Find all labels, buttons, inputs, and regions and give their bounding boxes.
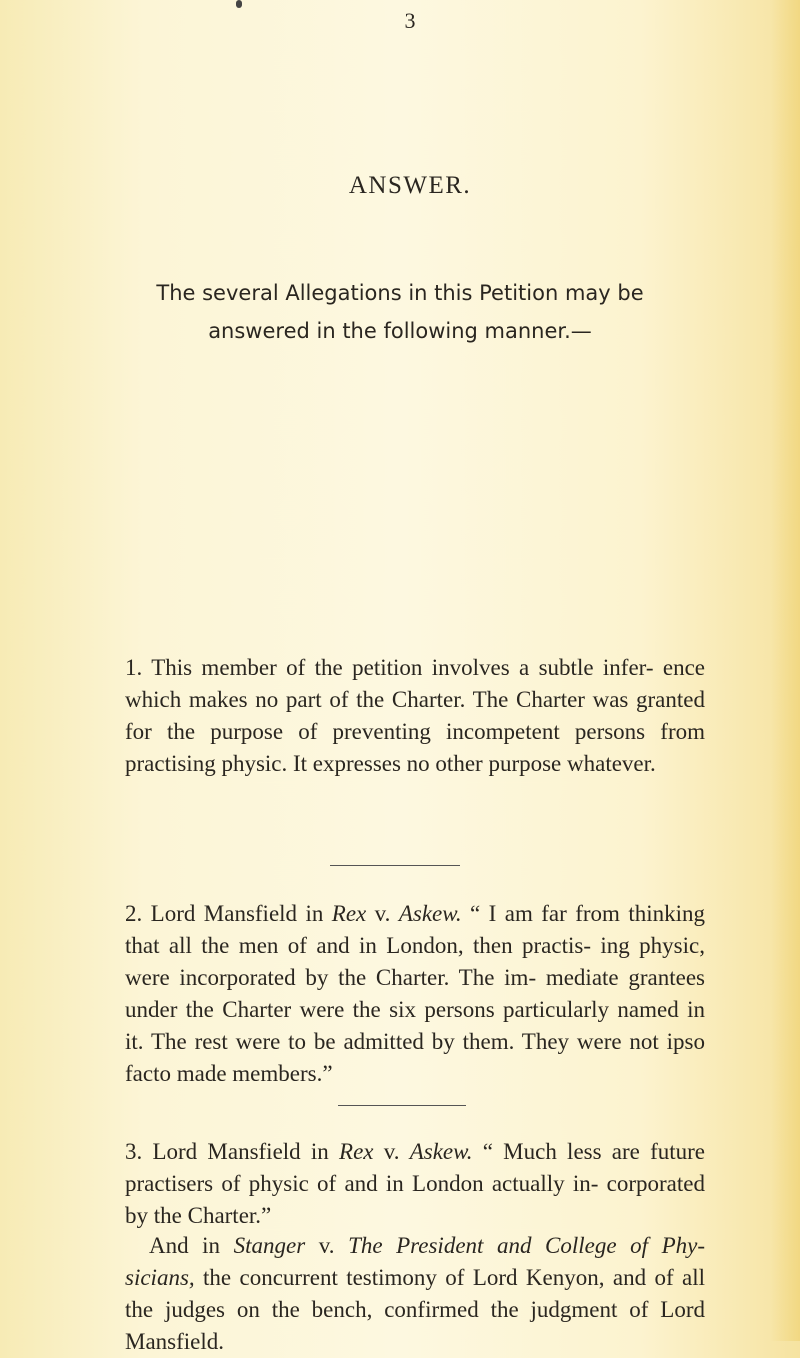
paragraph-3-lead: 3. Lord Mansfield in	[125, 1139, 340, 1164]
versus: v.	[305, 1233, 349, 1258]
paragraph-2-quote: “ I am far from thinking that all the men of and in London, then practis- ing physic, were incorporated by the Charter. The im- mediate grantees under the Charter were the six persons particularly named in it. The rest were to be admitted by them. They were not ipso facto made members.”	[125, 901, 705, 1086]
intro-paragraph: The several Allegations in this Petition may be answered in the following manner.—	[156, 281, 644, 343]
page-heading: ANSWER.	[348, 172, 472, 199]
paragraph-2-lead: 2. Lord Mansfield in	[125, 901, 332, 926]
page-edge-stain	[770, 0, 800, 1341]
case-name-stanger: Stanger	[233, 1233, 306, 1258]
paragraph-3-quote: “ Much less are future practisers of physic of and in London actually in- corporated by the Charter.”	[125, 1139, 705, 1228]
paragraph-4-rest: the concurrent testimony of Lord Kenyon, and of all the judges on the bench, confirmed the judgment of Lord Mansfield.	[125, 1265, 705, 1354]
case-name-rex: Rex	[331, 901, 367, 926]
versus: v.	[366, 901, 399, 926]
paragraph-4	[125, 1230, 705, 1358]
section-divider	[338, 1105, 466, 1106]
paragraph-1	[125, 652, 705, 780]
ink-mark	[236, 0, 242, 8]
case-name-askew: Askew.	[398, 901, 462, 926]
case-name-askew: Askew.	[409, 1139, 473, 1164]
section-divider	[330, 865, 460, 866]
case-name-college: The President and College of Phy- sicians,	[125, 1233, 705, 1290]
page-number: 3	[404, 8, 416, 33]
paragraph-3	[125, 1136, 705, 1232]
paragraph-4-lead: And in	[149, 1233, 234, 1258]
versus: v.	[373, 1139, 410, 1164]
paragraph-2	[125, 898, 705, 1090]
paragraph-1-text: 1. This member of the petition involves a subtle infer- ence which makes no part of the Charter. The Charter was granted for the purpose of preventing incompetent persons from practising physic. It expresses no other purpose whatever.	[125, 655, 705, 776]
case-name-rex: Rex	[339, 1139, 374, 1164]
